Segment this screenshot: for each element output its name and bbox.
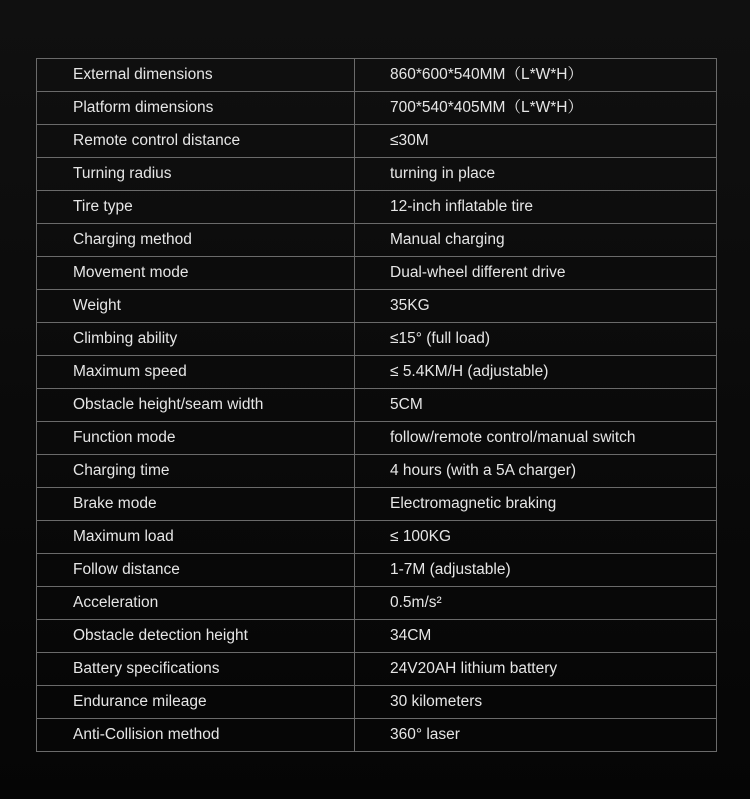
- spec-value: Dual-wheel different drive: [355, 257, 717, 290]
- spec-row: [37, 620, 717, 653]
- spec-value: ≤15° (full load): [355, 323, 717, 356]
- spec-value: Electromagnetic braking: [355, 488, 717, 521]
- spec-label: Follow distance: [37, 554, 355, 587]
- spec-row: [37, 224, 717, 257]
- spec-label: Climbing ability: [37, 323, 355, 356]
- specifications-table: [36, 58, 717, 752]
- spec-label: Movement mode: [37, 257, 355, 290]
- spec-label: Remote control distance: [37, 125, 355, 158]
- spec-row: [37, 521, 717, 554]
- spec-value: 1-7M (adjustable): [355, 554, 717, 587]
- spec-label: Endurance mileage: [37, 686, 355, 719]
- spec-value: follow/remote control/manual switch: [355, 422, 717, 455]
- spec-label: Battery specifications: [37, 653, 355, 686]
- spec-row: [37, 92, 717, 125]
- spec-value: 4 hours (with a 5A charger): [355, 455, 717, 488]
- spec-row: [37, 488, 717, 521]
- spec-value: 5CM: [355, 389, 717, 422]
- spec-row: [37, 290, 717, 323]
- spec-label: External dimensions: [37, 59, 355, 92]
- spec-row: [37, 356, 717, 389]
- spec-label: Brake mode: [37, 488, 355, 521]
- spec-label: Obstacle height/seam width: [37, 389, 355, 422]
- spec-label: Function mode: [37, 422, 355, 455]
- spec-label: Weight: [37, 290, 355, 323]
- spec-label: Charging time: [37, 455, 355, 488]
- spec-row: [37, 587, 717, 620]
- spec-label: Obstacle detection height: [37, 620, 355, 653]
- spec-label: Maximum speed: [37, 356, 355, 389]
- spec-row: [37, 158, 717, 191]
- spec-value: 12-inch inflatable tire: [355, 191, 717, 224]
- spec-row: [37, 653, 717, 686]
- spec-label: Turning radius: [37, 158, 355, 191]
- spec-row: [37, 59, 717, 92]
- spec-value: ≤ 5.4KM/H (adjustable): [355, 356, 717, 389]
- spec-value: Manual charging: [355, 224, 717, 257]
- spec-row: [37, 323, 717, 356]
- spec-row: [37, 719, 717, 752]
- spec-row: [37, 686, 717, 719]
- spec-label: Charging method: [37, 224, 355, 257]
- spec-row: [37, 389, 717, 422]
- spec-row: [37, 554, 717, 587]
- spec-value: 34CM: [355, 620, 717, 653]
- specifications-table-body: [37, 59, 717, 752]
- spec-label: Platform dimensions: [37, 92, 355, 125]
- spec-label: Tire type: [37, 191, 355, 224]
- spec-value: 30 kilometers: [355, 686, 717, 719]
- spec-value: 360° laser: [355, 719, 717, 752]
- spec-row: [37, 422, 717, 455]
- spec-value: ≤30M: [355, 125, 717, 158]
- spec-row: [37, 125, 717, 158]
- spec-label: Anti-Collision method: [37, 719, 355, 752]
- spec-value: 0.5m/s²: [355, 587, 717, 620]
- spec-row: [37, 257, 717, 290]
- spec-label: Maximum load: [37, 521, 355, 554]
- spec-label: Acceleration: [37, 587, 355, 620]
- spec-row: [37, 191, 717, 224]
- spec-value: 860*600*540MM（L*W*H）: [355, 59, 717, 92]
- spec-value: 700*540*405MM（L*W*H）: [355, 92, 717, 125]
- spec-value: turning in place: [355, 158, 717, 191]
- spec-value: 24V20AH lithium battery: [355, 653, 717, 686]
- spec-row: [37, 455, 717, 488]
- spec-value: ≤ 100KG: [355, 521, 717, 554]
- spec-value: 35KG: [355, 290, 717, 323]
